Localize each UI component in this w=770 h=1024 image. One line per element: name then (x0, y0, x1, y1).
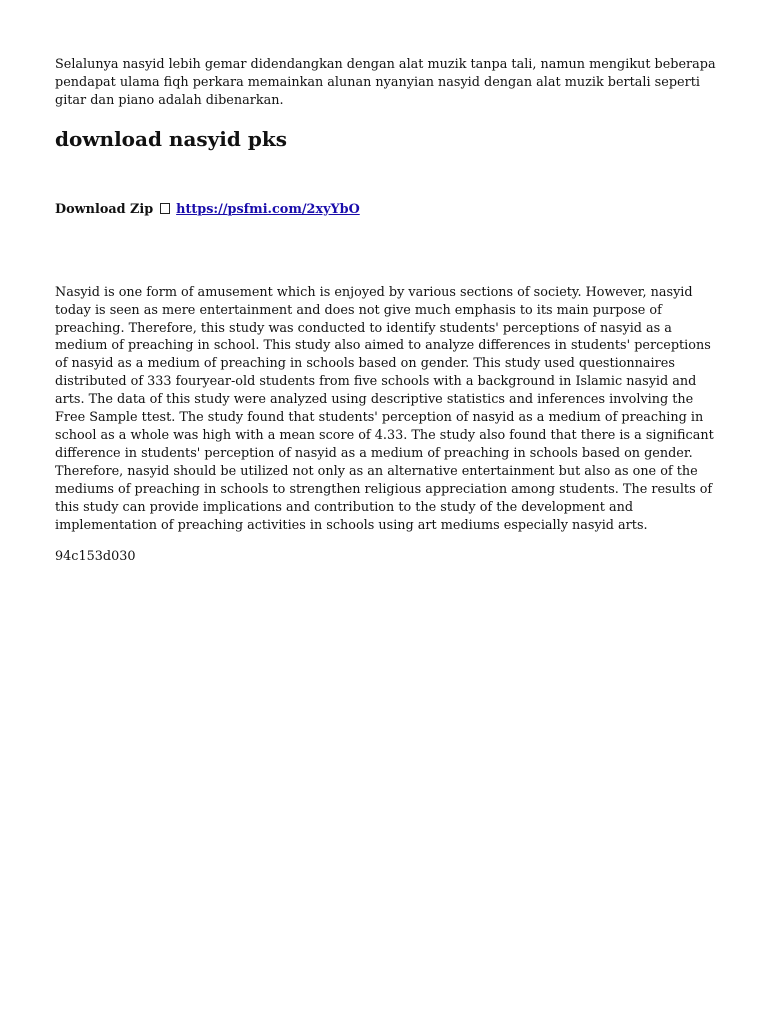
abstract-paragraph: Nasyid is one form of amusement which is enjoyed by various sections of society. However, nasyid today is seen as mere entertainment and does not give much emphasis to its main purpose of preaching. Therefore, this study was conducted to identify students' perceptions of nasyid as a medium of preaching in school. This study also aimed to analyze differences in students' perceptions of nasyid as a medium of preaching in schools based on gender. This study used questionnaires distributed of 333 fouryear-old students from five schools with a background in Islamic nasyid and arts. The data of this study were analyzed using descriptive statistics and inferences involving the Free Sample ttest. The study found that students' perception of nasyid as a medium of preaching in school as a whole was high with a mean score of 4.33. The study also found that there is a significant difference in students' perception of nasyid as a medium of preaching in schools based on gender. Therefore, nasyid should be utilized not only as an alternative entertainment but also as one of the mediums of preaching in schools to strengthen religious appreciation among students. The results of this study can provide implications and contribution to the study of the development and implementation of preaching activities in schools using art mediums especially nasyid arts. (55, 284, 714, 533)
hash-code: 94c153d030 (55, 549, 136, 565)
box-glyph-icon (160, 203, 170, 214)
document-body (55, 56, 719, 566)
intro-paragraph: Selalunya nasyid lebih gemar didendangkan dengan alat muzik tanpa tali, namun mengikut beberapa pendapat ulama fiqh perkara memainkan alunan nyanyian nasyid dengan alat muzik bertali seperti gitar dan piano adalah dibenarkan. (55, 57, 716, 108)
download-line (55, 201, 719, 219)
download-link[interactable]: https://psfmi.com/2xyYbO (176, 201, 360, 217)
page-title: download nasyid pks (55, 126, 287, 151)
download-label: Download Zip (55, 201, 154, 217)
